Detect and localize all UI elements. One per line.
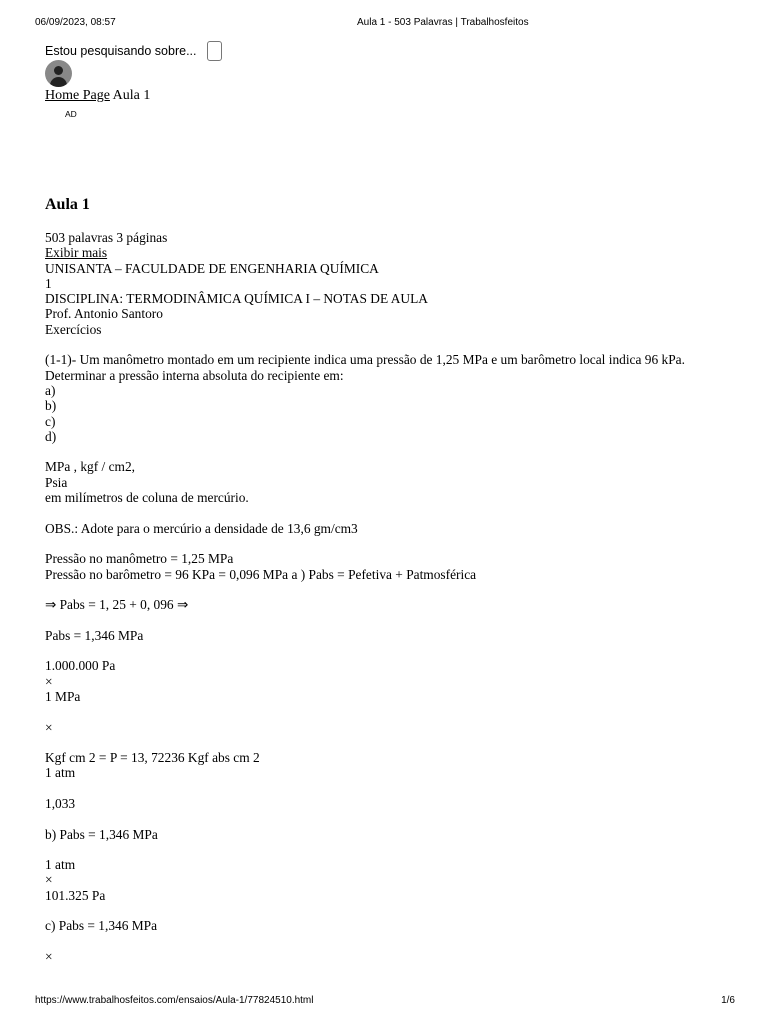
paragraph-gap xyxy=(45,505,735,520)
article-line: 101.325 Pa xyxy=(45,887,106,903)
article-line: MPa , kgf / cm2, xyxy=(45,459,136,475)
paragraph-gap xyxy=(45,903,735,918)
paragraph-gap xyxy=(45,337,735,352)
article-line: Pressão no barômetro = 96 KPa = 0,096 MPa a ) Pabs = Pefetiva + Patmosférica xyxy=(45,566,477,582)
breadcrumb xyxy=(45,88,150,104)
article-content xyxy=(45,230,735,964)
article-line: × xyxy=(45,719,53,735)
article-line: b) Pabs = 1,346 MPa xyxy=(45,826,158,842)
paragraph-gap xyxy=(45,612,735,627)
avatar-shoulders-shape xyxy=(50,77,67,87)
print-url: https://www.trabalhosfeitos.com/ensaios/Aula-1/77824510.html xyxy=(35,995,314,1006)
user-avatar-icon[interactable] xyxy=(45,60,72,87)
search-bar[interactable] xyxy=(45,40,197,62)
article-meta: 503 palavras 3 páginas xyxy=(45,230,168,245)
paragraph-gap xyxy=(45,582,735,597)
search-toggle-button[interactable] xyxy=(207,41,222,61)
paragraph-gap xyxy=(45,735,735,750)
breadcrumb-home-link[interactable]: Home Page xyxy=(45,88,110,103)
print-datetime: 06/09/2023, 08:57 xyxy=(35,17,116,28)
paragraph-gap xyxy=(45,811,735,826)
article-line: Prof. Antonio Santoro xyxy=(45,306,163,322)
article-line: 1 atm xyxy=(45,857,76,873)
page-title: Aula 1 xyxy=(45,196,90,213)
paragraph-gap xyxy=(45,781,735,796)
article-line: Psia xyxy=(45,474,68,490)
article-line: (1-1)- Um manômetro montado em um recipiente indica uma pressão de 1,25 MPa e um barômetro local indica 96 kPa. Determinar a pressão interna absoluta do recipiente em: xyxy=(45,352,685,383)
article-line: × xyxy=(45,872,53,888)
article-line: Pabs = 1,346 MPa xyxy=(45,627,144,643)
article-line: 1 xyxy=(45,275,52,291)
paragraph-gap xyxy=(45,536,735,551)
article-line: b) xyxy=(45,398,57,414)
print-page-number: 1/6 xyxy=(721,995,735,1006)
article-line: d) xyxy=(45,428,57,444)
article-line: × xyxy=(45,673,53,689)
article-line: 1.000.000 Pa xyxy=(45,658,116,674)
article-line: em milímetros de coluna de mercúrio. xyxy=(45,490,249,506)
print-footer xyxy=(0,995,768,1009)
article-line: × xyxy=(45,948,53,964)
paragraph-gap xyxy=(45,934,735,949)
article-line: 1 MPa xyxy=(45,688,81,704)
paragraph-gap xyxy=(45,444,735,459)
article-line: OBS.: Adote para o mercúrio a densidade de 13,6 gm/cm3 xyxy=(45,520,358,536)
print-page-title: Aula 1 - 503 Palavras | Trabalhosfeitos xyxy=(357,17,529,28)
article-line: UNISANTA – FACULDADE DE ENGENHARIA QUÍMICA xyxy=(45,260,379,276)
article-line: 1 atm xyxy=(45,765,76,781)
ad-label: AD xyxy=(65,109,77,119)
article-line: Exercícios xyxy=(45,321,102,337)
article-line: DISCIPLINA: TERMODINÂMICA QUÍMICA I – NOTAS DE AULA xyxy=(45,291,428,307)
paragraph-gap xyxy=(45,842,735,857)
avatar-head-shape xyxy=(54,66,63,75)
article-line: Kgf cm 2 = P = 13, 72236 Kgf abs cm 2 xyxy=(45,750,260,766)
article-line: a) xyxy=(45,382,56,398)
show-more-link[interactable]: Exibir mais xyxy=(45,245,108,261)
article-line: c) Pabs = 1,346 MPa xyxy=(45,918,158,934)
article-body xyxy=(45,261,735,965)
article-line: 1,033 xyxy=(45,795,76,811)
paragraph-gap xyxy=(45,704,735,719)
article-line: ⇒ Pabs = 1, 25 + 0, 096 ⇒ xyxy=(45,597,189,613)
print-header xyxy=(0,17,768,31)
article-line: c) xyxy=(45,413,56,429)
breadcrumb-current: Aula 1 xyxy=(112,88,151,103)
search-label: Estou pesquisando sobre... xyxy=(45,44,197,58)
paragraph-gap xyxy=(45,643,735,658)
article-line: Pressão no manômetro = 1,25 MPa xyxy=(45,551,234,567)
